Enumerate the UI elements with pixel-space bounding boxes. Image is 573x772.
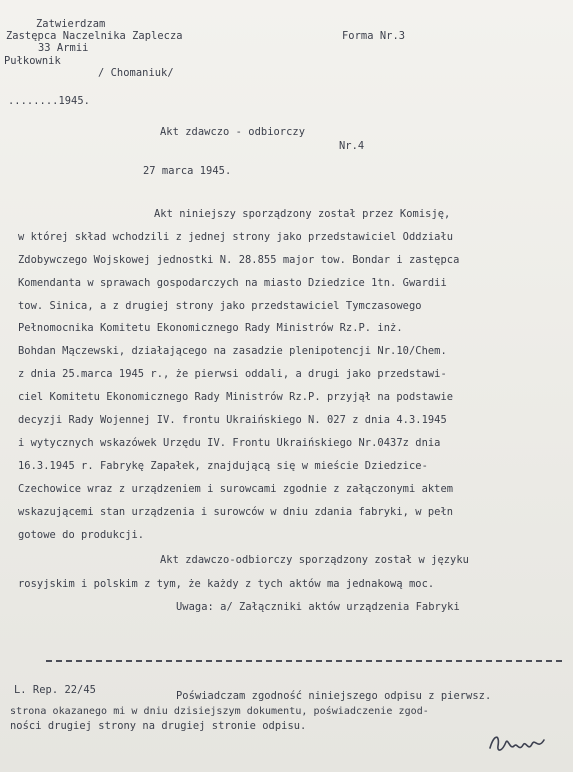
body-line: tow. Sinica, a z drugiej strony jako przedstawiciel Tymczasowego	[18, 300, 422, 312]
approval-line-1: Zatwierdzam	[36, 18, 106, 30]
body-line: z dnia 25.marca 1945 r., że pierwsi oddali, a drugi jako przedstawi-	[18, 368, 447, 380]
separator-line	[46, 660, 562, 662]
body-line: Akt zdawczo-odbiorczy sporządzony został w języku	[160, 554, 469, 566]
document-title: Akt zdawczo - odbiorczy	[160, 126, 306, 138]
body-line: decyzji Rady Wojennej IV. frontu Ukraińskiego N. 027 z dnia 4.3.1945	[18, 414, 447, 426]
body-line: wskazującemi stan urządzenia i surowców w dniu zdania fabryki, w pełn	[18, 506, 454, 518]
certification-line-1: Poświadczam zgodność niniejszego odpisu z pierwsz.	[176, 690, 492, 702]
body-line: Czechowice wraz z urządzeniem i surowcami zgodnie z załączonymi aktem	[18, 483, 454, 495]
body-line: Pełnomocnika Komitetu Ekonomicznego Rady Ministrów Rz.P. inż.	[18, 322, 403, 334]
body-line: w której skład wchodzili z jednej strony jako przedstawiciel Oddziału	[18, 231, 454, 243]
certification-line-3: ności drugiej strony na drugiej stronie odpisu.	[10, 720, 307, 732]
body-line: Komendanta w sprawach gospodarczych na miasto Dziedzice 1tn. Gwardii	[18, 277, 447, 289]
body-line: 16.3.1945 r. Fabrykę Zapałek, znajdującą się w mieście Dziedzice-	[18, 460, 428, 472]
body-line: Akt niniejszy sporządzony został przez Komisję,	[154, 208, 451, 220]
body-line: gotowe do produkcji.	[18, 529, 145, 541]
approval-line-4: Pułkownik	[4, 55, 61, 67]
body-line: rosyjskim i polskim z tym, że każdy z tych aktów ma jednakową moc.	[18, 578, 435, 590]
approval-date: ........1945.	[8, 95, 90, 107]
document-number: Nr.4	[339, 140, 365, 152]
approval-signatory: / Chomaniuk/	[98, 67, 174, 79]
certification-line-2: strona okazanego mi w dniu dzisiejszym dokumentu, poświadczenie zgod-	[10, 706, 429, 717]
document-date: 27 marca 1945.	[143, 165, 232, 177]
approval-line-2: Zastępca Naczelnika Zaplecza	[6, 30, 183, 42]
body-line: Bohdan Mączewski, działającego na zasadzie plenipotencji Nr.10/Chem.	[18, 345, 447, 357]
body-line: Zdobywczego Wojskowej jednostki N. 28.855 major tow. Bondar i zastępca	[18, 254, 460, 266]
approval-line-3: 33 Armii	[38, 42, 89, 54]
attachment-note: Uwaga: a/ Załączniki aktów urządzenia Fabryki	[176, 601, 460, 613]
body-line: ciel Komitetu Ekonomicznego Rady Ministrów Rz.P. przyjął na podstawie	[18, 391, 454, 403]
handwritten-signature	[486, 728, 548, 758]
body-line: i wytycznych wskazówek Urzędu IV. Frontu Ukraińskiego Nr.0437z dnia	[18, 437, 441, 449]
form-label: Forma Nr.3	[342, 30, 406, 42]
repertory-number: L. Rep. 22/45	[14, 684, 96, 696]
